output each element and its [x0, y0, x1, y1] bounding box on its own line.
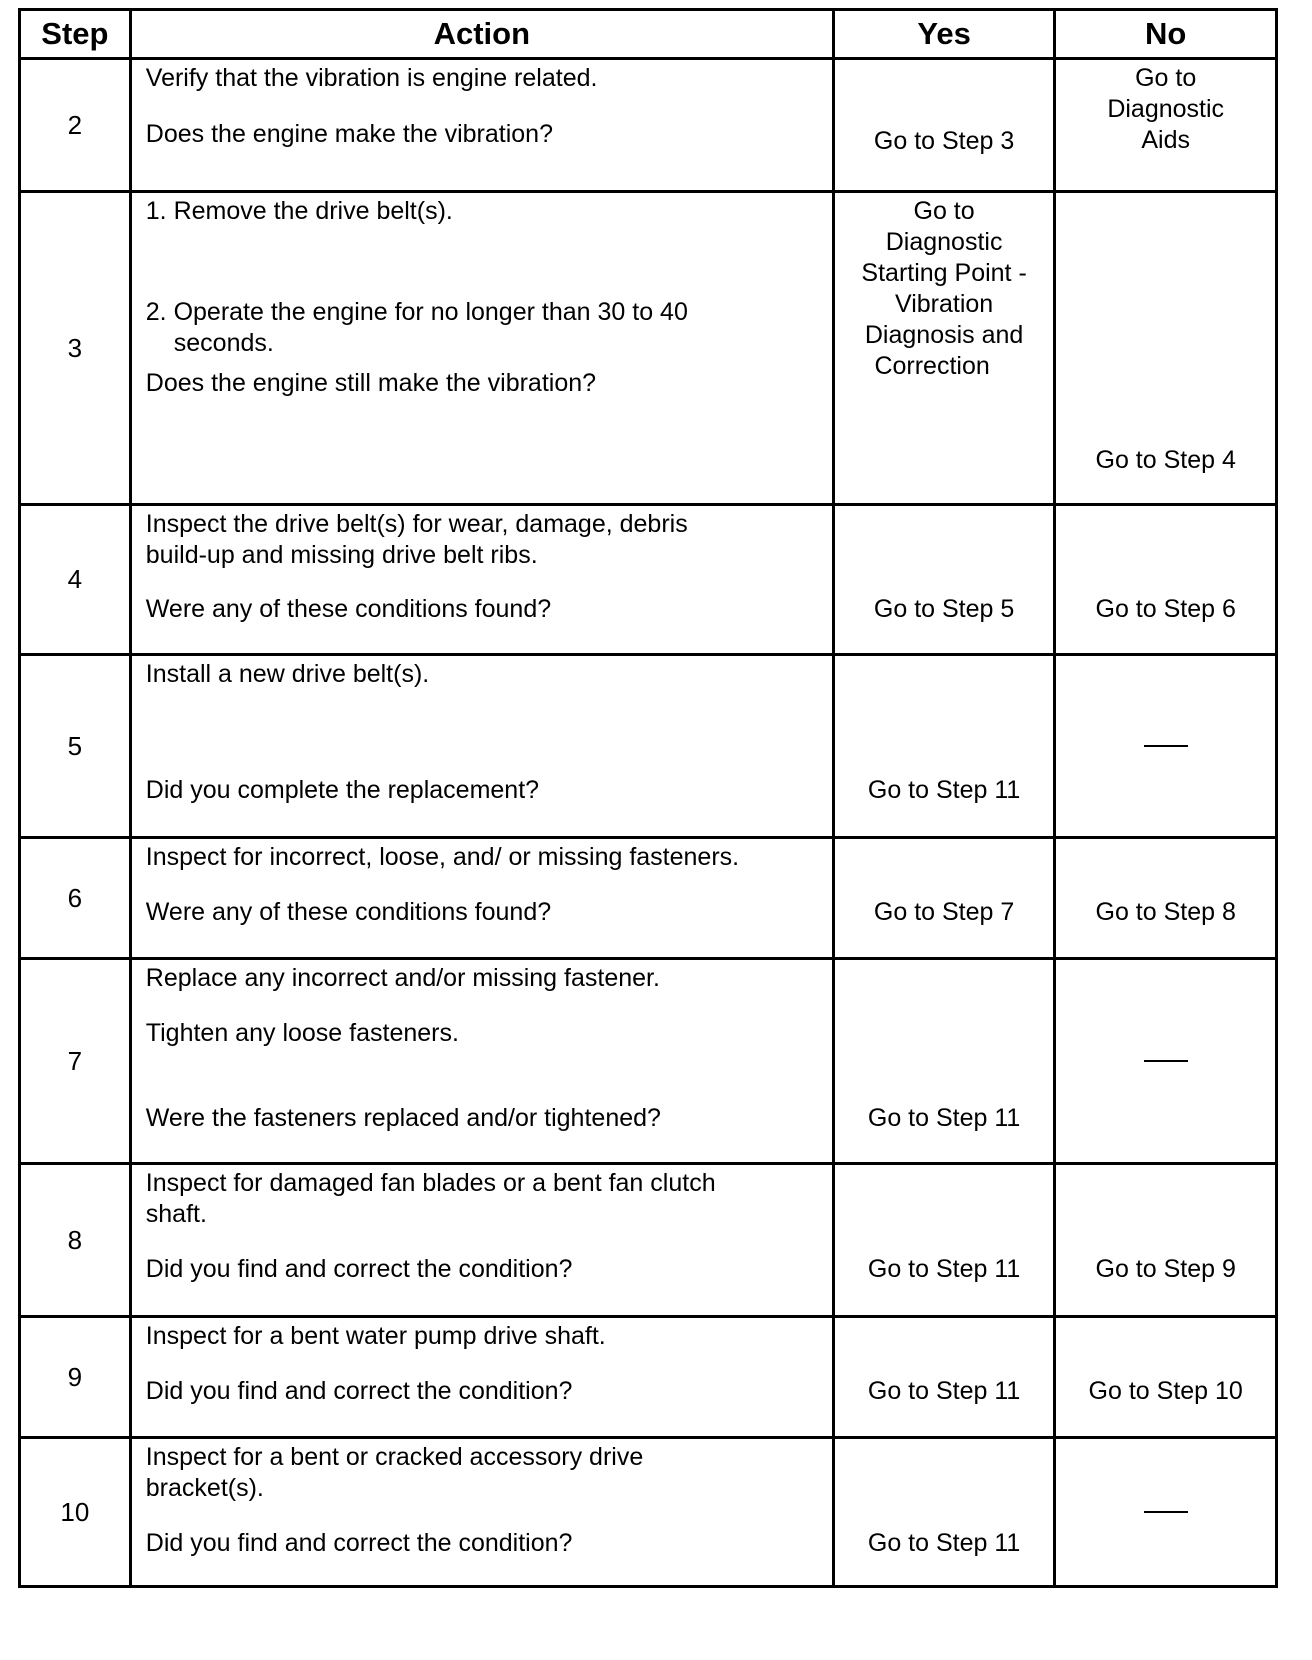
yes-text: Go to Step 11	[867, 1255, 1021, 1283]
no-cell	[1055, 838, 1277, 959]
yes-cell	[833, 1164, 1055, 1317]
action-line: Inspect for damaged fan blades or a bent fan clutch	[145, 1169, 716, 1197]
no-text: Diagnostic	[1107, 95, 1225, 123]
yes-text: Go to Step 11	[867, 1529, 1021, 1557]
yes-cell	[833, 59, 1055, 192]
action-cell	[130, 1317, 833, 1438]
yes-cell	[833, 655, 1055, 838]
header-action: Action	[130, 10, 833, 59]
table-row	[20, 59, 1277, 192]
action-line: Inspect for a bent or cracked accessory drive	[145, 1443, 644, 1471]
yes-text: Vibration	[894, 290, 994, 318]
yes-text: Diagnostic	[885, 228, 1003, 256]
table-row	[20, 192, 1277, 505]
table-row	[20, 1438, 1277, 1587]
yes-text: Go to Step 11	[867, 1104, 1021, 1132]
yes-text: Go to	[913, 197, 975, 225]
yes-text: Go to Step 5	[873, 595, 1015, 623]
action-line: Inspect for incorrect, loose, and/ or missing fasteners.	[145, 843, 740, 871]
action-question: Were the fasteners replaced and/or tightened?	[145, 1104, 661, 1132]
no-cell	[1055, 959, 1277, 1164]
table-row	[20, 1317, 1277, 1438]
action-question: Did you complete the replacement?	[145, 776, 540, 804]
action-line: 1. Remove the drive belt(s).	[145, 197, 453, 225]
action-line: Replace any incorrect and/or missing fastener.	[145, 964, 660, 992]
em-dash	[1144, 1511, 1188, 1513]
header-step: Step	[20, 10, 131, 59]
yes-text: Diagnosis and	[864, 321, 1024, 349]
no-cell	[1055, 655, 1277, 838]
no-cell	[1055, 1317, 1277, 1438]
no-text: Aids	[1141, 126, 1191, 154]
em-dash	[1144, 745, 1188, 747]
action-question: Were any of these conditions found?	[145, 898, 552, 926]
action-cell	[130, 959, 833, 1164]
action-line: build-up and missing drive belt ribs.	[145, 541, 538, 569]
em-dash	[1144, 1060, 1188, 1062]
no-text: Go to Step 9	[1095, 1255, 1236, 1283]
action-line: shaft.	[145, 1200, 207, 1228]
yes-text: Go to Step 3	[873, 127, 1015, 155]
action-question: Were any of these conditions found?	[145, 595, 552, 623]
action-cell	[130, 838, 833, 959]
yes-cell	[833, 505, 1055, 655]
yes-cell	[833, 838, 1055, 959]
no-cell	[1055, 192, 1277, 505]
action-line: Tighten any loose fasteners.	[145, 1019, 459, 1047]
no-cell	[1055, 1438, 1277, 1587]
action-cell	[130, 192, 833, 505]
action-cell	[130, 1438, 833, 1587]
action-line: Inspect for a bent water pump drive shaft.	[145, 1322, 606, 1350]
action-line: Inspect the drive belt(s) for wear, damage, debris	[145, 510, 688, 538]
step-number: 8	[20, 1164, 131, 1317]
table-row	[20, 655, 1277, 838]
yes-text: Starting Point -	[861, 259, 1027, 287]
action-question: Did you find and correct the condition?	[145, 1255, 573, 1283]
table-row	[20, 505, 1277, 655]
yes-cell	[833, 192, 1055, 505]
no-text: Go to	[1135, 64, 1197, 92]
yes-text: Go to Step 11	[867, 1377, 1021, 1405]
table-row	[20, 1164, 1277, 1317]
action-cell	[130, 505, 833, 655]
step-number: 10	[20, 1438, 131, 1587]
no-cell	[1055, 59, 1277, 192]
header-no: No	[1055, 10, 1277, 59]
action-cell	[130, 1164, 833, 1317]
action-question: Does the engine make the vibration?	[145, 120, 553, 148]
yes-text: Correction	[874, 352, 990, 380]
step-number: 2	[20, 59, 131, 192]
no-text: Go to Step 8	[1095, 898, 1236, 926]
action-question: Did you find and correct the condition?	[145, 1377, 573, 1405]
header-yes: Yes	[833, 10, 1055, 59]
yes-cell	[833, 1317, 1055, 1438]
action-line: bracket(s).	[145, 1474, 264, 1502]
action-line: Install a new drive belt(s).	[145, 660, 430, 688]
action-question: Did you find and correct the condition?	[145, 1529, 573, 1557]
action-cell	[130, 59, 833, 192]
no-text: Go to Step 6	[1095, 595, 1236, 623]
step-number: 4	[20, 505, 131, 655]
action-line: 2. Operate the engine for no longer than 30 to 40	[145, 298, 688, 326]
step-number: 9	[20, 1317, 131, 1438]
step-number: 3	[20, 192, 131, 505]
table-row	[20, 838, 1277, 959]
no-cell	[1055, 505, 1277, 655]
action-question: Does the engine still make the vibration?	[145, 369, 597, 397]
step-number: 7	[20, 959, 131, 1164]
table-row	[20, 959, 1277, 1164]
yes-text: Go to Step 11	[867, 776, 1021, 804]
step-number: 5	[20, 655, 131, 838]
no-text: Go to Step 10	[1088, 1377, 1243, 1405]
action-line: seconds.	[173, 329, 274, 357]
yes-cell	[833, 1438, 1055, 1587]
yes-text: Go to Step 7	[873, 898, 1015, 926]
diagnostic-table	[18, 8, 1278, 1588]
header-row	[20, 10, 1277, 59]
action-cell	[130, 655, 833, 838]
step-number: 6	[20, 838, 131, 959]
no-cell	[1055, 1164, 1277, 1317]
action-line: Verify that the vibration is engine related.	[145, 64, 598, 92]
yes-cell	[833, 959, 1055, 1164]
no-text: Go to Step 4	[1095, 446, 1236, 474]
